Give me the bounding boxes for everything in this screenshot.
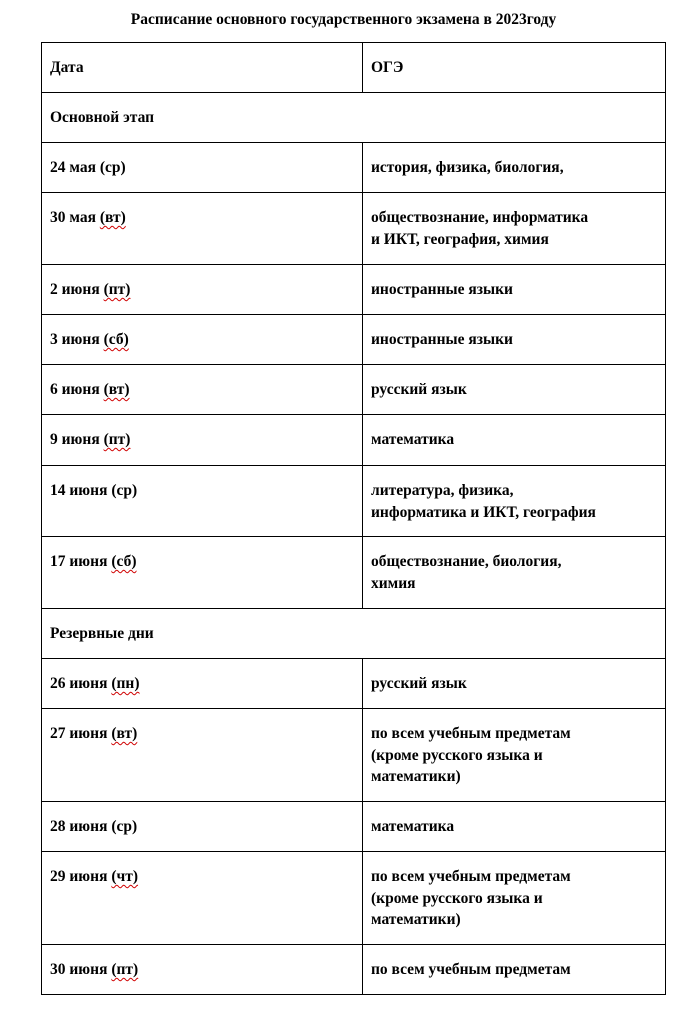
- exam-weekday: (ср): [99, 159, 126, 176]
- section-row: [42, 93, 666, 143]
- exam-day: 14 июня: [50, 482, 108, 499]
- exam-date-cell: [42, 193, 363, 265]
- exam-date-cell: [42, 945, 363, 995]
- exam-subjects-cell: [363, 265, 666, 315]
- exam-date-cell: [42, 709, 363, 802]
- exam-weekday: (вт): [103, 381, 130, 398]
- exam-subjects-cell: [363, 945, 666, 995]
- exam-subject-line: (кроме русского языка и: [371, 889, 543, 907]
- exam-subject-line: по всем учебным предметам: [371, 868, 571, 885]
- exam-subjects-cell: [363, 537, 666, 609]
- exam-weekday: (сб): [111, 553, 137, 570]
- exam-subjects-cell: [363, 659, 666, 709]
- header-exam: ОГЭ: [363, 43, 666, 93]
- exam-day: 3 июня: [50, 331, 100, 348]
- exam-subjects-cell: [363, 466, 666, 537]
- exam-subject-line: (кроме русского языка и: [371, 746, 543, 764]
- exam-row: [42, 709, 666, 802]
- section-title: Основной этап: [42, 93, 666, 143]
- exam-weekday: (чт): [111, 868, 139, 885]
- exam-weekday: (сб): [103, 331, 129, 348]
- header-row: [42, 43, 666, 93]
- exam-subject-line: иностранные языки: [371, 331, 513, 348]
- exam-day: 6 июня: [50, 381, 100, 398]
- exam-date-cell: [42, 265, 363, 315]
- exam-weekday: (ср): [111, 482, 138, 499]
- exam-row: [42, 466, 666, 537]
- exam-subjects-cell: [363, 365, 666, 415]
- exam-row: [42, 315, 666, 365]
- exam-subject-line: русский язык: [371, 381, 467, 398]
- exam-subject-line: по всем учебным предметам: [371, 961, 571, 978]
- exam-subject-line: математика: [371, 431, 455, 448]
- exam-row: [42, 802, 666, 852]
- document-title: Расписание основного государственного экзамена в 2023году: [130, 11, 557, 28]
- exam-subject-line: иностранные языки: [371, 281, 513, 298]
- exam-weekday: (пт): [103, 431, 131, 448]
- exam-date-cell: [42, 537, 363, 609]
- exam-subject-line: обществознание, биология,: [371, 553, 562, 570]
- exam-row: [42, 659, 666, 709]
- exam-day: 2 июня: [50, 281, 100, 298]
- exam-row: [42, 143, 666, 193]
- exam-day: 30 июня: [50, 961, 112, 978]
- exam-weekday: (ср): [111, 818, 138, 835]
- exam-day: 17 июня: [50, 553, 108, 570]
- exam-subject-line: по всем учебным предметам: [371, 725, 571, 742]
- exam-subjects-cell: [363, 802, 666, 852]
- exam-weekday: (пн): [111, 675, 140, 692]
- exam-row: [42, 193, 666, 265]
- exam-day: 30 мая: [50, 209, 96, 226]
- exam-date-cell: [42, 852, 363, 945]
- exam-day: 9 июня: [50, 431, 100, 448]
- schedule-body: [42, 43, 666, 995]
- section-row: [42, 609, 666, 659]
- exam-day: 28 июня: [50, 818, 108, 835]
- exam-weekday: (вт): [111, 725, 138, 742]
- exam-subjects-cell: [363, 193, 666, 265]
- exam-weekday: (пт): [111, 961, 139, 978]
- exam-row: [42, 945, 666, 995]
- exam-date-cell: [42, 802, 363, 852]
- exam-subjects-cell: [363, 709, 666, 802]
- exam-subject-line: обществознание, информатика: [371, 209, 589, 226]
- exam-row: [42, 537, 666, 609]
- exam-schedule-table: [41, 42, 666, 995]
- exam-date-cell: [42, 466, 363, 537]
- exam-weekday: (вт): [99, 209, 126, 226]
- exam-date-cell: [42, 143, 363, 193]
- exam-date-cell: [42, 415, 363, 466]
- exam-subject-line: химия: [371, 574, 416, 592]
- section-title: Резервные дни: [42, 609, 666, 659]
- header-date: Дата: [42, 43, 363, 93]
- exam-subject-line: и ИКТ, география, химия: [371, 230, 549, 248]
- exam-subject-line: история, физика, биология,: [371, 159, 564, 176]
- exam-subjects-cell: [363, 315, 666, 365]
- exam-subject-line: информатика и ИКТ, география: [371, 503, 596, 521]
- exam-subject-line: литература, физика,: [371, 482, 514, 499]
- exam-date-cell: [42, 659, 363, 709]
- exam-subject-line: русский язык: [371, 675, 467, 692]
- exam-weekday: (пт): [103, 281, 131, 298]
- exam-subjects-cell: [363, 415, 666, 466]
- exam-day: 26 июня: [50, 675, 108, 692]
- exam-subject-line: математика: [371, 818, 455, 835]
- exam-row: [42, 415, 666, 466]
- exam-row: [42, 852, 666, 945]
- exam-subject-line: математики): [371, 911, 461, 928]
- exam-day: 29 июня: [50, 868, 108, 885]
- exam-date-cell: [42, 365, 363, 415]
- exam-row: [42, 265, 666, 315]
- exam-day: 27 июня: [50, 725, 108, 742]
- exam-subjects-cell: [363, 852, 666, 945]
- exam-subject-line: математики): [371, 768, 461, 785]
- exam-day: 24 мая: [50, 159, 96, 176]
- exam-subjects-cell: [363, 143, 666, 193]
- exam-date-cell: [42, 315, 363, 365]
- exam-row: [42, 365, 666, 415]
